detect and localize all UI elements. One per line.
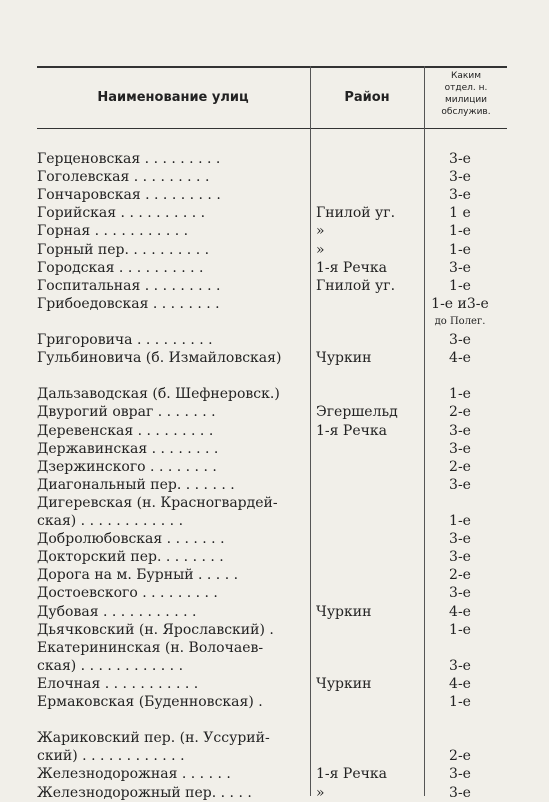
street-name: Дорога на м. Бурный . . . . . (37, 567, 239, 583)
table-row (0, 675, 549, 693)
table-row (0, 566, 549, 584)
table-row (0, 222, 549, 240)
table-row (0, 530, 549, 548)
department-cell: 3-е (449, 332, 471, 348)
district-cell: Гнилой уг. (316, 278, 396, 294)
street-name: Дьячковский (н. Ярославский) . (37, 622, 274, 638)
street-name: Дигеревская (н. Красногвардей- (37, 495, 278, 511)
street-name: Двурогий овраг . . . . . . . (37, 404, 216, 420)
department-cell: 4-е (449, 350, 471, 366)
table-row (0, 367, 549, 385)
table-row (0, 747, 549, 765)
table-row (0, 313, 549, 331)
department-cell: 1-е и3-е (431, 296, 489, 312)
street-name: Ермаковская (Буденновская) . (37, 694, 263, 710)
table-row (0, 331, 549, 349)
district-cell: » (316, 223, 325, 239)
table-row (0, 584, 549, 602)
street-name: Елочная . . . . . . . . . . . (37, 676, 199, 692)
street-name: Гоголевская . . . . . . . . . (37, 169, 210, 185)
table-row (0, 784, 549, 802)
table-row (0, 711, 549, 729)
table-row (0, 385, 549, 403)
district-cell: Чуркин (316, 604, 372, 620)
department-cell: 4-е (449, 604, 471, 620)
header-rule (37, 128, 507, 129)
street-name: Деревенская . . . . . . . . . (37, 423, 214, 439)
street-name: Горный пер. . . . . . . . . . (37, 242, 210, 258)
street-name: Достоевского . . . . . . . . . (37, 585, 218, 601)
table-row (0, 295, 549, 313)
street-name: Екатерининская (н. Волочаев- (37, 640, 264, 656)
table-row (0, 476, 549, 494)
department-cell: 3-е (449, 169, 471, 185)
department-cell: 3-е (449, 785, 471, 801)
street-name: Диагональный пер. . . . . . . (37, 477, 235, 493)
table-row (0, 259, 549, 277)
street-name: Железнодорожный пер. . . . . (37, 785, 252, 801)
street-name: ская) . . . . . . . . . . . . (37, 513, 184, 529)
department-cell: 2-е (449, 459, 471, 475)
street-name: Гульбиновича (б. Измайловская) (37, 350, 282, 366)
header-district: Район (344, 90, 390, 105)
street-name: Горная . . . . . . . . . . . (37, 223, 189, 239)
department-cell: 1-е (449, 386, 471, 402)
department-cell: 2-е (449, 404, 471, 420)
table-row (0, 729, 549, 747)
street-name: Госпитальная . . . . . . . . . (37, 278, 221, 294)
district-cell: 1-я Речка (316, 423, 387, 439)
street-name: ский) . . . . . . . . . . . . (37, 748, 185, 764)
table-row (0, 657, 549, 675)
street-name: Гончаровская . . . . . . . . . (37, 187, 221, 203)
header-department-line: отдел. н. (444, 83, 488, 93)
department-cell: 3-е (449, 441, 471, 457)
street-name: ская) . . . . . . . . . . . . (37, 658, 184, 674)
department-cell: 3-е (449, 549, 471, 565)
table-row (0, 458, 549, 476)
street-name: Городская . . . . . . . . . . (37, 260, 204, 276)
table-row (0, 277, 549, 295)
table-row (0, 349, 549, 367)
department-cell: 3-е (449, 187, 471, 203)
street-name: Герценовская . . . . . . . . . (37, 151, 221, 167)
department-cell: 1-е (449, 622, 471, 638)
department-cell: до Полег. (434, 316, 486, 327)
table-row (0, 422, 549, 440)
table-row (0, 186, 549, 204)
street-name: Дзержинского . . . . . . . . (37, 459, 217, 475)
district-cell: Чуркин (316, 350, 372, 366)
table-row (0, 512, 549, 530)
table-row (0, 693, 549, 711)
header-department-line: обслужив. (441, 107, 491, 117)
table-row (0, 204, 549, 222)
department-cell: 3-е (449, 151, 471, 167)
district-cell: Эгершельд (316, 404, 398, 420)
street-name: Добролюбовская . . . . . . . (37, 531, 225, 547)
street-name: Дубовая . . . . . . . . . . . (37, 604, 197, 620)
street-name: Жариковский пер. (н. Уссурий- (37, 730, 270, 746)
table-row (0, 765, 549, 783)
department-cell: 2-е (449, 567, 471, 583)
table-row (0, 403, 549, 421)
department-cell: 1-е (449, 513, 471, 529)
header-department-line: Каким (451, 71, 481, 81)
table-row (0, 440, 549, 458)
street-name: Григоровича . . . . . . . . . (37, 332, 213, 348)
department-cell: 3-е (449, 585, 471, 601)
district-cell: Чуркин (316, 676, 372, 692)
street-name: Докторский пер. . . . . . . . (37, 549, 224, 565)
table-row (0, 603, 549, 621)
department-cell: 1 е (449, 205, 471, 221)
department-cell: 1-е (449, 278, 471, 294)
department-cell: 3-е (449, 477, 471, 493)
table-row (0, 639, 549, 657)
department-cell: 3-е (449, 423, 471, 439)
header-department (425, 70, 507, 118)
department-cell: 1-е (449, 223, 471, 239)
district-cell: 1-я Речка (316, 260, 387, 276)
district-cell: » (316, 242, 325, 258)
department-cell: 3-е (449, 531, 471, 547)
header-street-name: Наименование улиц (97, 90, 249, 105)
department-cell: 1-е (449, 694, 471, 710)
district-cell: 1-я Речка (316, 766, 387, 782)
table-row (0, 150, 549, 168)
table-row (0, 621, 549, 639)
header-department-line: милиции (444, 95, 488, 105)
department-cell: 1-е (449, 242, 471, 258)
table-row (0, 168, 549, 186)
department-cell: 2-е (449, 748, 471, 764)
department-cell: 3-е (449, 658, 471, 674)
top-rule (37, 66, 507, 68)
district-cell: » (316, 785, 325, 801)
street-name: Державинская . . . . . . . . (37, 441, 219, 457)
department-cell: 4-е (449, 676, 471, 692)
street-name: Дальзаводская (б. Шефнеровск.) (37, 386, 280, 402)
street-name: Железнодорожная . . . . . . (37, 766, 231, 782)
table-row (0, 241, 549, 259)
department-cell: 3-е (449, 766, 471, 782)
table-row (0, 548, 549, 566)
street-name: Горийская . . . . . . . . . . (37, 205, 206, 221)
department-cell: 3-е (449, 260, 471, 276)
district-cell: Гнилой уг. (316, 205, 396, 221)
street-name: Грибоедовская . . . . . . . . (37, 296, 220, 312)
table-row (0, 494, 549, 512)
